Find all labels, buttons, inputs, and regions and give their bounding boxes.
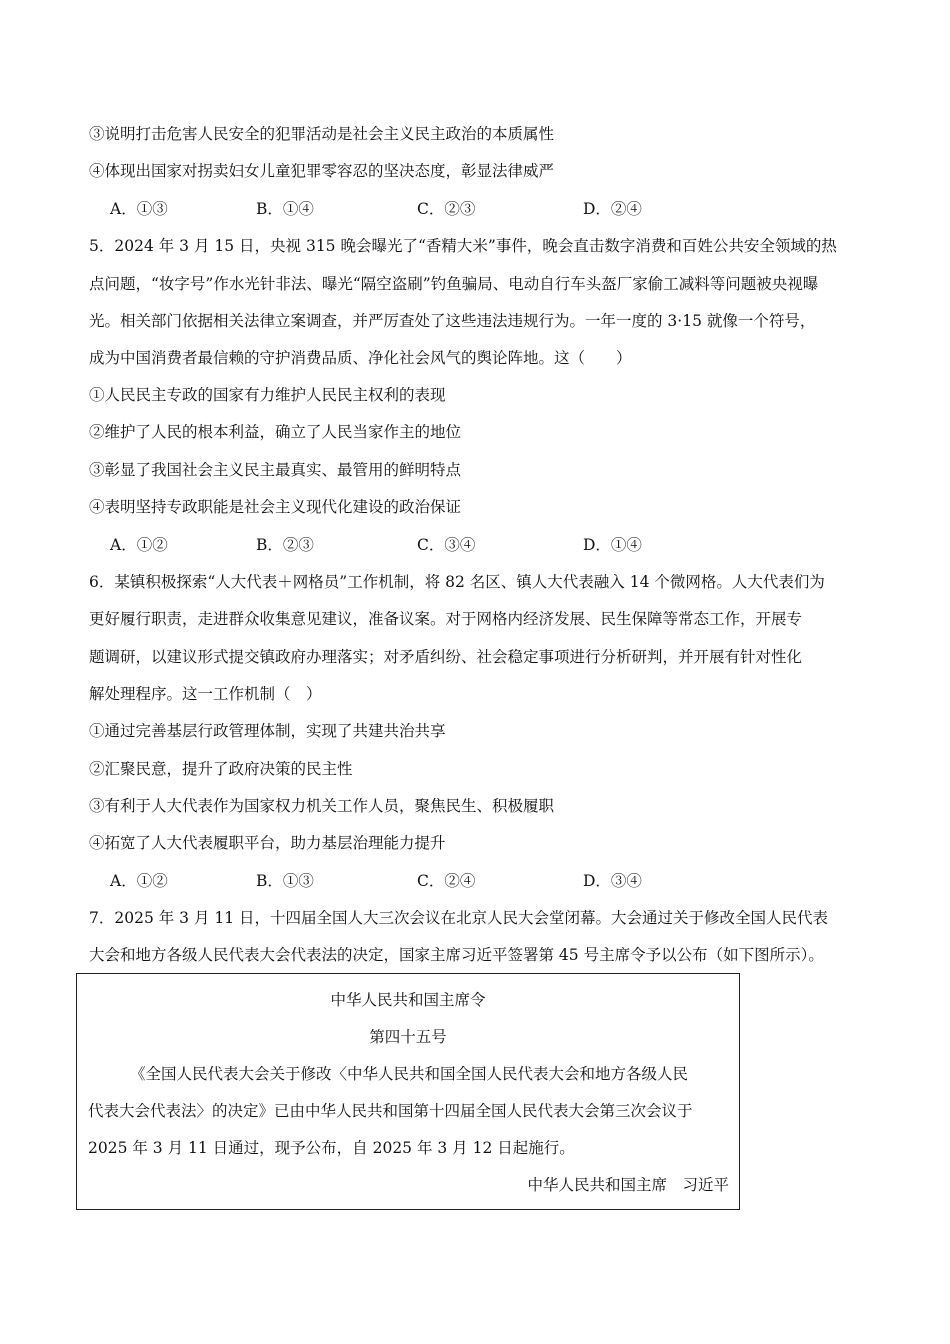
q5-option-a: A．①② — [110, 536, 168, 554]
q4-option-a: A．①③ — [110, 200, 168, 218]
presidential-decree-box — [76, 973, 740, 1210]
q5-item-2: ②维护了人民的根本利益，确立了人民当家作主的地位 — [89, 423, 462, 441]
q5-item-4: ④表明坚持专政职能是社会主义现代化建设的政治保证 — [89, 498, 462, 516]
q6-stem-line: 解处理程序。这一工作机制（ ） — [89, 685, 322, 703]
q6-stem-line: 题调研，以建议形式提交镇政府办理落实；对矛盾纠纷、社会稳定事项进行分析研判，并开展有针对性化 — [89, 648, 803, 666]
q5-stem-line: 成为中国消费者最信赖的守护消费品质、净化社会风气的舆论阵地。这（ ） — [89, 349, 632, 367]
q6-item-1: ①通过完善基层行政管理体制，实现了共建共治共享 — [89, 722, 446, 740]
decree-body-line: 代表大会代表法〉的决定》已由中华人民共和国第十四届全国人民代表大会第三次会议于 — [88, 1102, 693, 1120]
decree-body-line: 2025 年 3 月 11 日通过，现予公布，自 2025 年 3 月 12 日起施行。 — [88, 1139, 575, 1157]
q5-stem-line: 点问题，“妆字号”作水光针非法、曝光“隔空盗刷”钓鱼骗局、电动自行车头盔厂家偷工减料等问题被央视曝 — [89, 275, 819, 293]
q5-option-b: B．②③ — [256, 536, 314, 554]
q4-item-4: ④体现出国家对拐卖妇女儿童犯罪零容忍的坚决态度，彰显法律威严 — [89, 162, 555, 180]
decree-title: 中华人民共和国主席令 — [330, 991, 486, 1009]
q6-option-b: B．①③ — [256, 872, 314, 890]
q6-item-3: ③有利于人大代表作为国家权力机关工作人员，聚焦民生、积极履职 — [89, 797, 555, 815]
q4-option-d: D．②④ — [583, 200, 642, 218]
q5-option-c: C．③④ — [417, 536, 476, 554]
q5-item-3: ③彰显了我国社会主义民主最真实、最管用的鲜明特点 — [89, 461, 462, 479]
decree-body-line: 《全国人民代表大会关于修改〈中华人民共和国全国人民代表大会和地方各级人民 — [130, 1065, 689, 1083]
q6-stem-line: 6．某镇积极探索“人大代表＋网格员”工作机制，将 82 名区、镇人大代表融入 14 个微网格。人大代表们为 — [89, 573, 825, 591]
q4-option-b: B．①④ — [256, 200, 314, 218]
q5-stem-line: 光。相关部门依据相关法律立案调查，并严厉查处了这些违法违规行为。一年一度的 3·15 就像一个符号， — [89, 312, 816, 330]
q6-option-c: C．②④ — [417, 872, 476, 890]
q6-option-a: A．①② — [110, 872, 168, 890]
decree-signature: 中华人民共和国主席 习近平 — [527, 1176, 729, 1194]
q4-item-3: ③说明打击危害人民安全的犯罪活动是社会主义民主政治的本质属性 — [89, 125, 555, 143]
q4-option-c: C．②③ — [417, 200, 476, 218]
q7-stem-line: 大会和地方各级人民代表大会代表法的决定，国家主席习近平签署第 45 号主席令予以公布（如下图所示）。 — [89, 946, 824, 964]
q6-option-d: D．③④ — [583, 872, 642, 890]
q5-option-d: D．①④ — [583, 536, 642, 554]
q6-item-4: ④拓宽了人大代表履职平台，助力基层治理能力提升 — [89, 834, 446, 852]
q7-stem-line: 7．2025 年 3 月 11 日，十四届全国人大三次会议在北京人民大会堂闭幕。大会通过关于修改全国人民代表 — [89, 909, 829, 927]
q5-stem-line: 5．2024 年 3 月 15 日，央视 315 晚会曝光了“香精大米”事件，晚会直击数字消费和百姓公共安全领域的热 — [89, 237, 837, 255]
q5-options — [110, 534, 810, 556]
q6-item-2: ②汇聚民意，提升了政府决策的民主性 — [89, 760, 353, 778]
q5-item-1: ①人民民主专政的国家有力维护人民民主权利的表现 — [89, 386, 446, 404]
q4-options — [110, 198, 810, 220]
q6-options — [110, 870, 810, 892]
decree-number: 第四十五号 — [369, 1028, 447, 1046]
q6-stem-line: 更好履行职责，走进群众收集意见建议，准备议案。对于网格内经济发展、民生保障等常态工作，开展专 — [89, 610, 803, 628]
